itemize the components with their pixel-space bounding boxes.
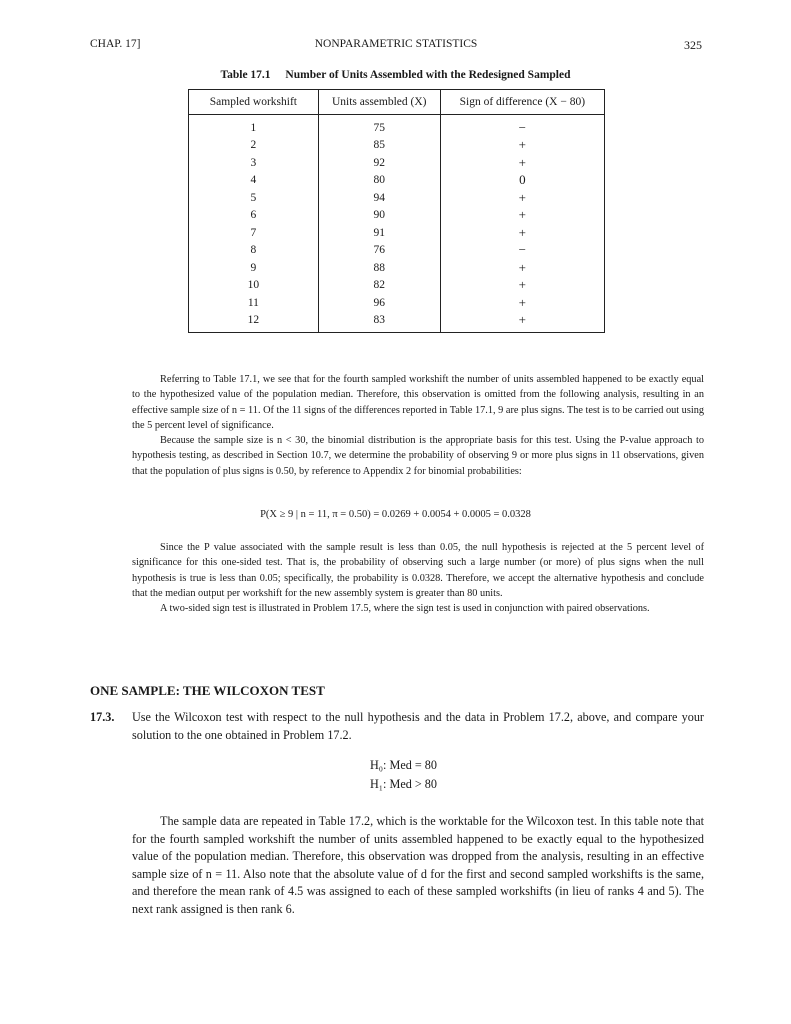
table-row [189,224,605,242]
null-hypothesis: H₀: Med = 80 [370,758,437,772]
table-cell: 6 [189,207,319,225]
table-cell: − [440,115,604,137]
body-text-block [132,540,704,616]
table-cell: + [440,137,604,155]
page-header [90,38,702,54]
table-cell: + [440,207,604,225]
table-header-row [189,90,605,115]
table-row [189,277,605,295]
alternative-hypothesis: H₁: Med > 80 [370,777,437,791]
table-row [189,207,605,225]
table-caption-number: Table 17.1 [220,69,271,81]
table-row [189,189,605,207]
column-header: Units assembled (X) [318,90,440,115]
table-cell: 90 [318,207,440,225]
table-caption-title: Number of Units Assembled with the Redesigned Sampled [285,69,571,81]
table-cell: + [440,224,604,242]
table-row [189,137,605,155]
table-cell: + [440,312,604,333]
table-row [189,154,605,172]
paragraph: Since the P value associated with the sample result is less than 0.05, the null hypothesis is rejected at the 5 percent level of significance for this one-sided test. That is, the probability of observing such a large number (or more) of plus signs when the null hypothesis is true is less than 0.05; specifically, the probability is 0.0328. Therefore, we accept the alternative hypothesis and conclude that the median output per workshift for the new assembly system is greater than 80 units. [132,542,704,599]
table-cell: 80 [318,172,440,190]
table-cell: 96 [318,294,440,312]
table-cell: + [440,277,604,295]
table-cell: 8 [189,242,319,260]
table-cell: 76 [318,242,440,260]
table-cell: 4 [189,172,319,190]
column-header: Sampled workshift [189,90,319,115]
paragraph: A two-sided sign test is illustrated in Problem 17.5, where the sign test is used in conjunction with paired observations. [160,603,650,615]
table-cell: 12 [189,312,319,333]
table-cell: 2 [189,137,319,155]
table-cell: + [440,189,604,207]
table-cell: 88 [318,259,440,277]
table-cell: 7 [189,224,319,242]
table-cell: 5 [189,189,319,207]
table-cell: 92 [318,154,440,172]
table-row [189,172,605,190]
table-row [189,312,605,333]
table-cell: 10 [189,277,319,295]
table-cell: − [440,242,604,260]
body-text-block [132,372,704,479]
column-header: Sign of difference (X − 80) [440,90,604,115]
units-table [188,89,605,333]
page-number: 325 [684,38,702,52]
problem-number: 17.3. [90,710,115,724]
solution-paragraph: The sample data are repeated in Table 17.2, which is the worktable for the Wilcoxon test. In this table note that for the fourth sampled workshift the number of units assembled happened to be exactly equal to the hypothesized value of the population median. Therefore, this observation was dropped from the analysis, resulting in an effective sample size of n = 11. Also note that the absolute value of d for the first and second sampled workshifts is the same, and therefore the mean rank of 4.5 was assigned to each of these sampled workshifts (in lieu of ranks 4 and 5). The next rank assigned is then rank 6. [132,814,704,916]
table-cell: + [440,259,604,277]
table-cell: 9 [189,259,319,277]
table-cell: 3 [189,154,319,172]
table-caption [0,69,791,81]
running-title: NONPARAMETRIC STATISTICS [314,38,478,50]
table-cell: 83 [318,312,440,333]
table-cell: 85 [318,137,440,155]
problem-text: Use the Wilcoxon test with respect to the null hypothesis and the data in Problem 17.2, above, and compare your solution to the one obtained in Problem 17.2. [132,710,704,742]
table-cell: 94 [318,189,440,207]
chapter-label: CHAP. 17] [90,38,141,50]
table-row [189,294,605,312]
table-row [189,259,605,277]
table-cell: 75 [318,115,440,137]
table-cell: + [440,154,604,172]
paragraph: Because the sample size is n < 30, the binomial distribution is the appropriate basis for this test. Using the P-value approach to hypothesis testing, as described in Section 10.7, we determine the probability of observing 9 or more plus signs in 11 observations, given that the population of plus signs is 0.50, by reference to Appendix 2 for binomial probabilities: [132,435,704,477]
paragraph: Referring to Table 17.1, we see that for the fourth sampled workshift the number of units assembled happened to be exactly equal to the hypothesized value of the population median. Therefore, this observation is omitted from the following analysis, resulting in an effective sample size of n = 11. Of the 11 signs of the differences reported in Table 17.1, 9 are plus signs. The test is to be carried out using the 5 percent level of significance. [132,374,704,431]
table-row [189,242,605,260]
section-heading: ONE SAMPLE: THE WILCOXON TEST [90,683,325,698]
table-row [189,115,605,137]
problem-statement [90,709,704,744]
table-cell: 1 [189,115,319,137]
table-cell: 11 [189,294,319,312]
probability-formula: P(X ≥ 9 | n = 11, π = 0.50) = 0.0269 + 0.0054 + 0.0005 = 0.0328 [260,509,531,520]
table-cell: 0 [440,172,604,190]
table-cell: 91 [318,224,440,242]
table-cell: + [440,294,604,312]
table-cell: 82 [318,277,440,295]
